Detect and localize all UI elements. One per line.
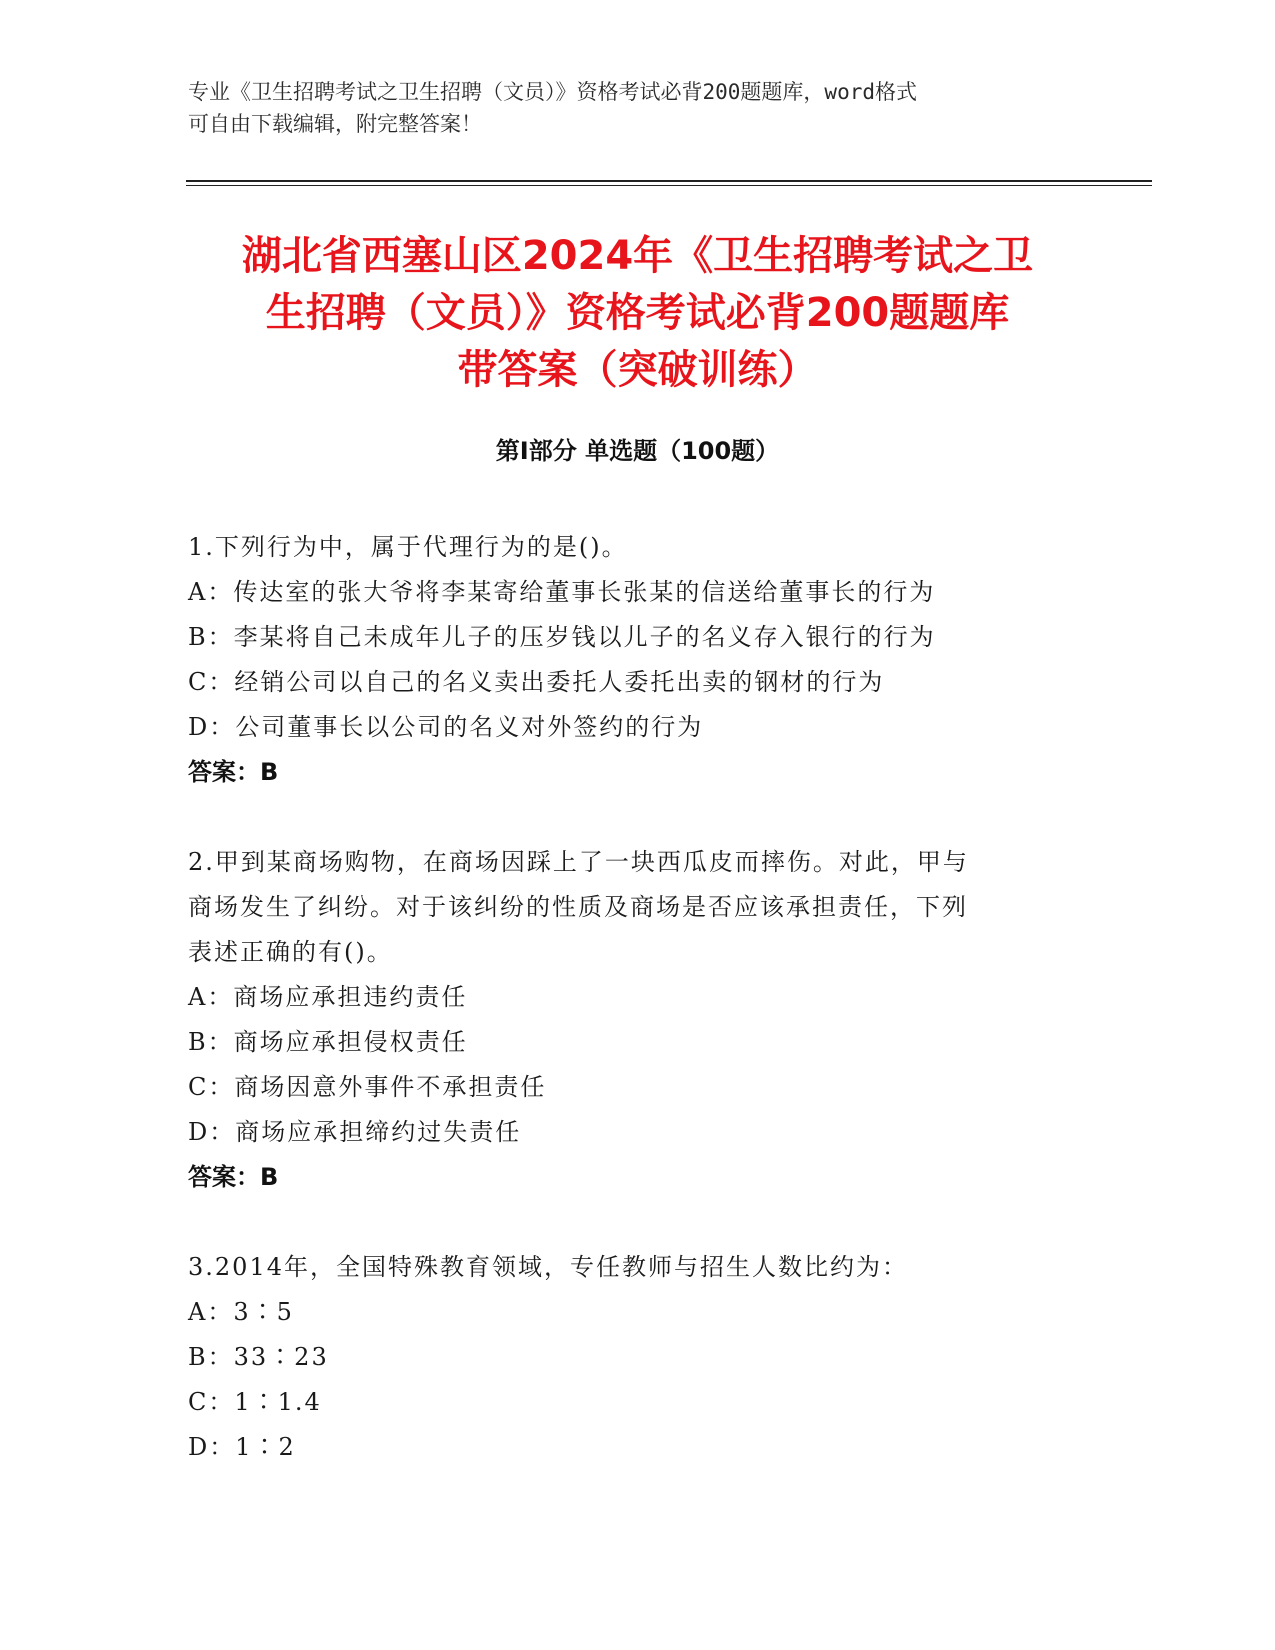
- question-1: [188, 525, 1068, 795]
- question-1-stem: 1.下列行为中，属于代理行为的是()。: [188, 533, 628, 561]
- question-2-stem-line-1: 2.甲到某商场购物，在商场因踩上了一块西瓜皮而摔伤。对此，甲与: [188, 848, 969, 876]
- question-2-option-a: A：商场应承担违约责任: [188, 983, 468, 1011]
- question-2-stem-line-2: 商场发生了纠纷。对于该纠纷的性质及商场是否应该承担责任，下列: [188, 893, 968, 921]
- header-divider-thick: [186, 180, 1152, 182]
- question-3-option-a: A：3∶5: [188, 1298, 294, 1326]
- question-3-option-d: D：1∶2: [188, 1433, 296, 1461]
- question-2-option-b: B：商场应承担侵权责任: [188, 1028, 468, 1056]
- question-2: [188, 840, 1068, 1200]
- question-list: [188, 525, 1068, 1515]
- document-title-line-1: 湖北省西塞山区2024年《卫生招聘考试之卫: [241, 233, 1034, 279]
- header-note-line-1: 专业《卫生招聘考试之卫生招聘（文员）》资格考试必背200题题库，word格式: [188, 80, 917, 104]
- question-2-option-d: D：商场应承担缔约过失责任: [188, 1118, 522, 1146]
- question-3-stem: 3.2014年，全国特殊教育领域，专任教师与招生人数比约为：: [188, 1253, 908, 1281]
- question-2-stem-line-3: 表述正确的有()。: [188, 938, 393, 966]
- question-1-option-c: C：经销公司以自己的名义卖出委托人委托出卖的钢材的行为: [188, 668, 885, 696]
- question-3-option-b: B：33∶23: [188, 1343, 329, 1371]
- question-3-option-c: C：1∶1.4: [188, 1388, 322, 1416]
- question-1-answer: 答案：B: [188, 758, 279, 786]
- question-1-option-a: A：传达室的张大爷将李某寄给董事长张某的信送给董事长的行为: [188, 578, 936, 606]
- header-note: [188, 76, 1068, 140]
- question-2-option-c: C：商场因意外事件不承担责任: [188, 1073, 547, 1101]
- header-note-line-2: 可自由下载编辑，附完整答案！: [188, 112, 482, 136]
- question-1-option-d: D：公司董事长以公司的名义对外签约的行为: [188, 713, 704, 741]
- document-title: [150, 228, 1125, 399]
- header-divider-thin: [186, 185, 1152, 186]
- question-1-option-b: B：李某将自己未成年儿子的压岁钱以儿子的名义存入银行的行为: [188, 623, 936, 651]
- question-2-answer: 答案：B: [188, 1163, 279, 1191]
- question-3: [188, 1245, 1068, 1470]
- section-title: 第Ⅰ部分 单选题（100题）: [495, 437, 780, 465]
- document-title-line-2: 生招聘（文员）》资格考试必背200题题库: [265, 290, 1010, 336]
- document-title-line-3: 带答案（突破训练）: [457, 347, 818, 393]
